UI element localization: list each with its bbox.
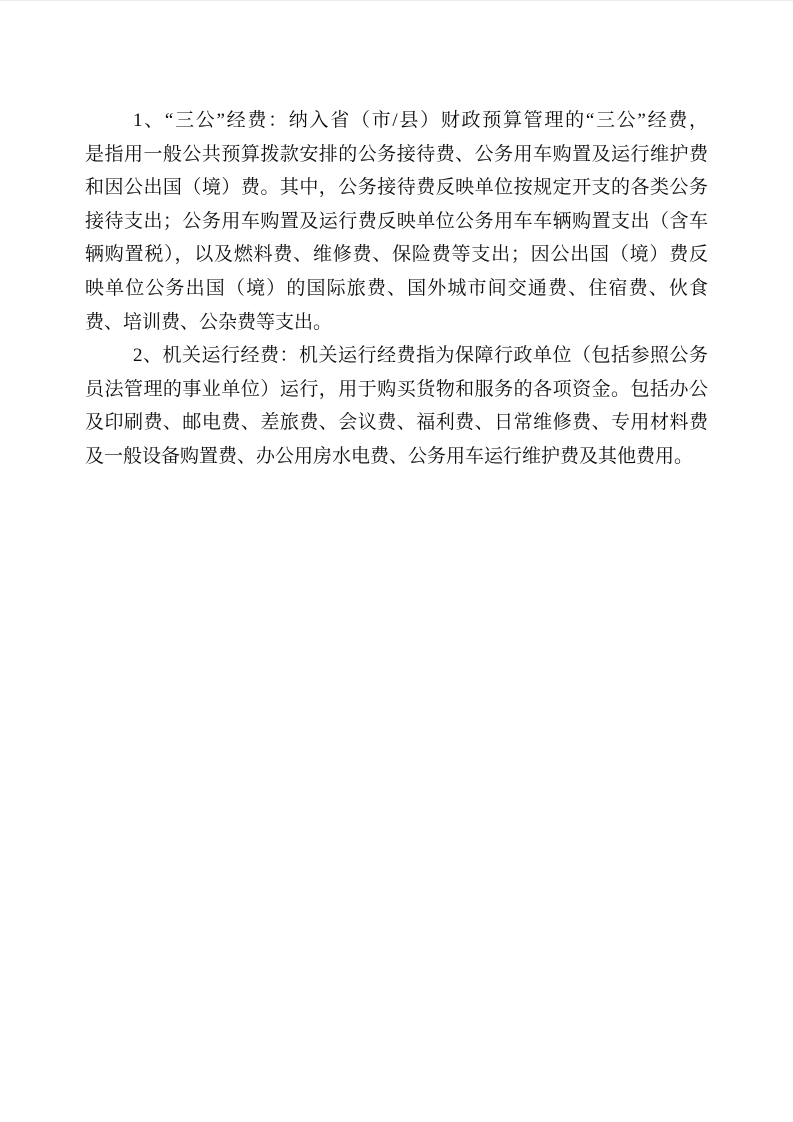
paragraph-sangong-expenses — [85, 104, 708, 339]
text-line: 费、培训费、公杂费等支出。 — [85, 311, 333, 333]
text-line: 员法管理的事业单位）运行，用于购买货物和服务的各项资金。包括办公 — [85, 378, 708, 400]
text-line: 及印刷费、邮电费、差旅费、会议费、福利费、日常维修费、专用材料费 — [85, 412, 708, 434]
text-line: 接待支出；公务用车购置及运行费反映单位公务用车车辆购置支出（含车 — [85, 210, 708, 232]
paragraph-agency-operating-expenses — [85, 339, 708, 473]
text-line: 映单位公务出国（境）的国际旅费、国外城市间交通费、住宿费、伙食 — [85, 277, 708, 299]
text-line: 1、“三公”经费：纳入省（市/县）财政预算管理的“三公”经费， — [133, 110, 708, 131]
text-line: 2、机关运行经费：机关运行经费指为保障行政单位（包括参照公务 — [133, 345, 708, 367]
text-block — [85, 104, 708, 474]
text-line: 及一般设备购置费、办公用房水电费、公务用车运行维护费及其他费用。 — [85, 445, 694, 467]
text-line: 辆购置税），以及燃料费、维修费、保险费等支出；因公出国（境）费反 — [85, 244, 708, 266]
text-line: 和因公出国（境）费。其中，公务接待费反映单位按规定开支的各类公务 — [85, 177, 708, 199]
text-line: 是指用一般公共预算拨款安排的公务接待费、公务用车购置及运行维护费 — [85, 143, 708, 165]
